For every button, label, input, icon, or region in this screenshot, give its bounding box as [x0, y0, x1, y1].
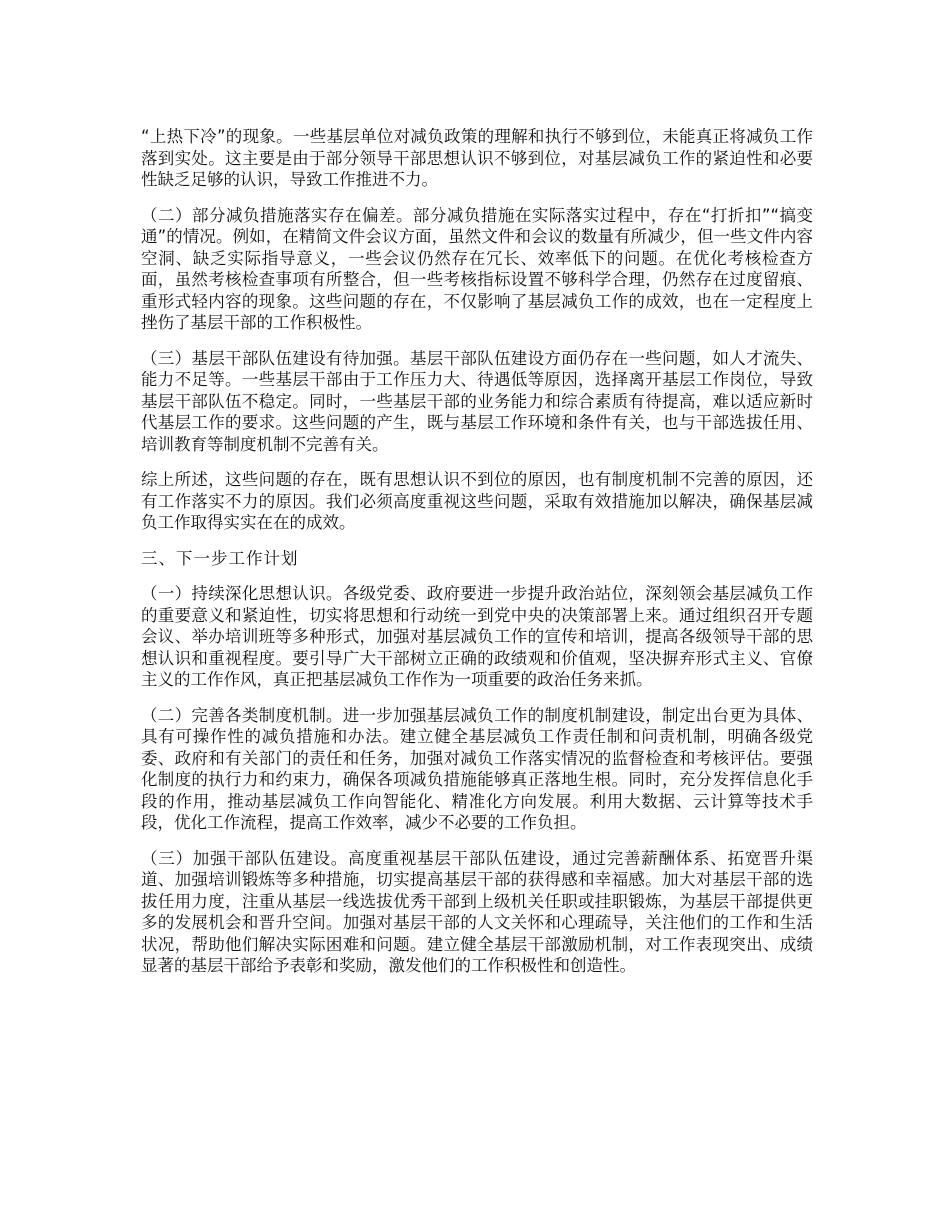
- paragraph-issue-2: （二）部分减负措施落实存在偏差。部分减负措施在实际落实过程中，存在“打折扣”“搞变通”的情况。例如，在精简文件会议方面，虽然文件和会议的数量有所减少，但一些文件内容空洞、缺乏实际指导意义，一些会议仍然存在冗长、效率低下的问题。在优化考核检查方面，虽然考核检查事项有所整合，但一些考核指标设置不够科学合理，仍然存在过度留痕、重形式轻内容的现象。这些问题的存在，不仅影响了基层减负工作的成效，也在一定程度上挫伤了基层干部的工作积极性。: [141, 205, 813, 332]
- document-page: [141, 126, 813, 991]
- paragraph-intro-continuation: “上热下冷”的现象。一些基层单位对减负政策的理解和执行不够到位，未能真正将减负工作落到实处。这主要是由于部分领导干部思想认识不够到位，对基层减负工作的紧迫性和必要性缺乏足够的认识，导致工作推进不力。: [141, 127, 813, 189]
- paragraph-plan-3: （三）加强干部队伍建设。高度重视基层干部队伍建设，通过完善薪酬体系、拓宽晋升渠道、加强培训锻炼等多种措施，切实提高基层干部的获得感和幸福感。加大对基层干部的选拔任用力度，注重从基层一线选拔优秀干部到上级机关任职或挂职锻炼，为基层干部提供更多的发展机会和晋升空间。加强对基层干部的人文关怀和心理疏导，关注他们的工作和生活状况，帮助他们解决实际困难和问题。建立健全基层干部激励机制，对工作表现突出、成绩显著的基层干部给予表彰和奖励，激发他们的工作积极性和创造性。: [141, 848, 813, 975]
- paragraph-summary: 综上所述，这些问题的存在，既有思想认识不到位的原因，也有制度机制不完善的原因，还有工作落实不力的原因。我们必须高度重视这些问题，采取有效措施加以解决，确保基层减负工作取得实实在在的成效。: [141, 470, 813, 532]
- paragraph-plan-1: （一）持续深化思想认识。各级党委、政府要进一步提升政治站位，深刻领会基层减负工作的重要意义和紧迫性，切实将思想和行动统一到党中央的决策部署上来。通过组织召开专题会议、举办培训班等多种形式，加强对基层减负工作的宣传和培训，提高各级领导干部的思想认识和重视程度。要引导广大干部树立正确的政绩观和价值观，坚决摒弃形式主义、官僚主义的工作作风，真正把基层减负工作作为一项重要的政治任务来抓。: [141, 584, 813, 689]
- section-heading-next-plan: 三、下一步工作计划: [141, 548, 299, 568]
- paragraph-issue-3: （三）基层干部队伍建设有待加强。基层干部队伍建设方面仍存在一些问题，如人才流失、能力不足等。一些基层干部由于工作压力大、待遇低等原因，选择离开基层工作岗位，导致基层干部队伍不稳定。同时，一些基层干部的业务能力和综合素质有待提高，难以适应新时代基层工作的要求。这些问题的产生，既与基层工作环境和条件有关，也与干部选拔任用、培训教育等制度机制不完善有关。: [141, 348, 813, 454]
- paragraph-plan-2: （二）完善各类制度机制。进一步加强基层减负工作的制度机制建设，制定出台更为具体、具有可操作性的减负措施和办法。建立健全基层减负工作责任制和问责机制，明确各级党委、政府和有关部门的责任和任务，加强对减负工作落实情况的监督检查和考核评估。要强化制度的执行力和约束力，确保各项减负措施能够真正落地生根。同时，充分发挥信息化手段的作用，推动基层减负工作向智能化、精准化方向发展。利用大数据、云计算等技术手段，优化工作流程，提高工作效率，减少不必要的工作负担。: [141, 705, 813, 832]
